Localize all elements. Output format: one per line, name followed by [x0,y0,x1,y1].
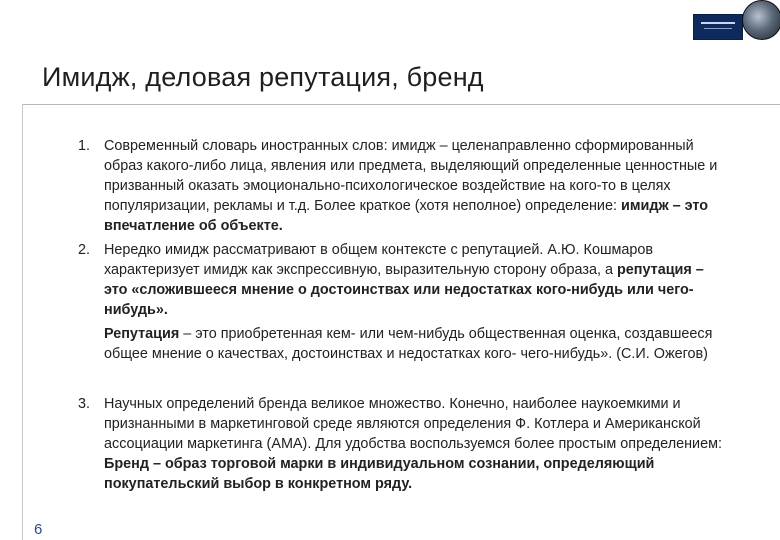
item-body: Нередко имидж рассматривают в общем контексте с репутацией. А.Ю. Кошмаров характеризует имидж как экспрессивную, выразительную сторону образа, а [104,242,654,278]
list-number: 2. [78,242,91,258]
list-number: 3. [78,396,91,412]
logo-mark-subline [704,28,732,29]
paragraph-text [104,324,728,364]
slide-title: Имидж, деловая репутация, бренд [42,62,484,92]
reputation-paragraph [78,324,728,364]
list-number: 1. [78,138,91,154]
list-item-1 [78,136,728,236]
item-emphasis: имидж – это впечатление об объекте. [104,198,709,234]
item-body: – это приобретенная кем- или чем-нибудь общественная оценка, создавшееся общее мнение о качествах, достоинствах и недостатках кого- чего-нибудь». (С.И. Ожегов) [104,326,713,362]
item-body: Научных определений бренда великое множество. Конечно, наиболее наукоемкими и признанными в маркетинговой среде являются определения Ф. Котлера и Американской ассоциации маркетинга (АМА). Для удобства воспользуемся более простым определением: [104,396,722,452]
header-band [0,0,780,50]
item-emphasis: Репутация [104,326,180,342]
company-logo [693,14,743,40]
list-item-text [104,136,728,236]
page-number: 6 [34,521,43,538]
list-item-text [104,394,728,494]
item-emphasis: репутация – это «сложившееся мнение о достоинствах или недостатках кого-нибудь или чего-нибудь». [104,262,704,318]
left-margin-line [22,104,23,540]
globe-icon [742,0,780,40]
title-divider [22,104,780,105]
list-item-2 [78,240,728,320]
list-item-3 [78,394,728,494]
list-item-text [104,240,728,320]
logo-mark-line [701,22,735,24]
item-emphasis: Бренд – образ торговой марки в индивидуальном сознании, определяющий покупательский выбор в конкретном ряду. [104,456,655,492]
item-body: Современный словарь иностранных слов: имидж – целенаправленно сформированный образ какого-либо лица, явления или предмета, выделяющий определенные ценностные и призванный оказать эмоционально-психологическое воздействие на кого-то в целях популяризации, рекламы и т.д. Более краткое (хотя неполное) определение: [104,138,718,214]
